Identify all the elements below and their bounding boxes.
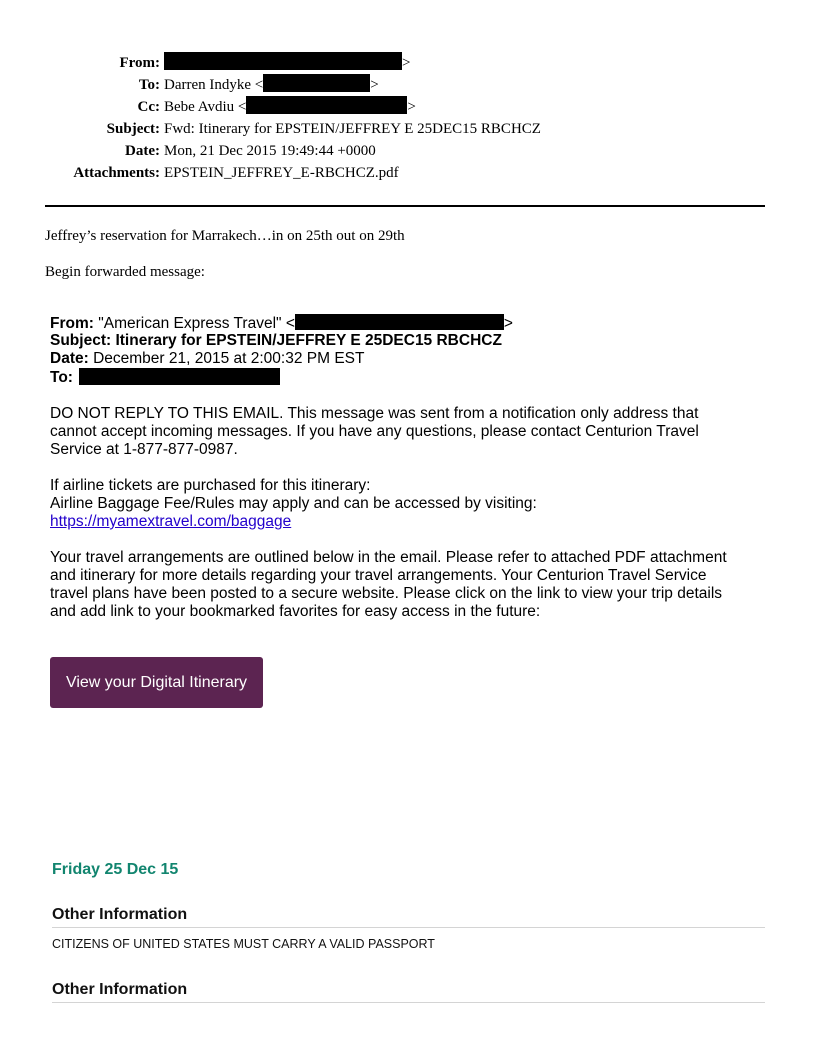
header-to-prefix: Darren Indyke <: [164, 77, 264, 93]
header-to-row: [0, 74, 816, 96]
redaction-bar: [295, 314, 504, 330]
forwarded-from-prefix: "American Express Travel" <: [98, 315, 295, 332]
header-from-row: [0, 52, 816, 74]
baggage-link[interactable]: https://myamextravel.com/baggage: [50, 513, 292, 530]
section-text: CITIZENS OF UNITED STATES MUST CARRY A VALID PASSPORT: [52, 937, 435, 951]
header-cc-value: [164, 96, 416, 118]
header-attachments-label: Attachments:: [73, 165, 160, 181]
redaction-bar: [246, 96, 407, 114]
paragraph-line: travel plans have been posted to a secure website. Please click on the link to view your trip details: [50, 585, 723, 602]
header-from-value: [164, 52, 410, 74]
header-from-label: From:: [119, 55, 160, 71]
paragraph-line: cannot accept incoming messages. If you have any questions, please contact Centurion Travel: [50, 423, 699, 440]
header-to-label: To:: [138, 77, 160, 93]
header-cc-suffix: >: [407, 99, 416, 115]
header-subject-row: [0, 118, 816, 140]
header-date-value: Mon, 21 Dec 2015 19:49:44 +0000: [164, 143, 376, 159]
header-to-value: [164, 74, 379, 96]
attachment-filename[interactable]: EPSTEIN_JEFFREY_E-RBCHCZ.pdf: [164, 165, 399, 181]
forwarded-date-row: [50, 350, 770, 368]
view-itinerary-button[interactable]: View your Digital Itinerary: [50, 657, 263, 708]
paragraph-line: If airline tickets are purchased for this itinerary:: [50, 477, 371, 494]
paragraph-line: and itinerary for more details regarding your travel arrangements. Your Centurion Travel Service: [50, 567, 707, 584]
forwarded-from-row: [50, 314, 770, 333]
paragraph-line: Your travel arrangements are outlined below in the email. Please refer to attached PDF attachment: [50, 549, 727, 566]
header-attachments-row: [0, 162, 816, 184]
no-reply-paragraph: [50, 405, 765, 459]
header-to-suffix: >: [370, 77, 379, 93]
forwarded-date-label: Date:: [50, 350, 89, 367]
header-subject-label: Subject:: [106, 121, 160, 137]
section-title: Other Information: [52, 906, 188, 923]
forwarded-subject-label: Subject:: [50, 332, 112, 349]
forwarded-date-value: December 21, 2015 at 2:00:32 PM EST: [93, 350, 365, 367]
paragraph-line: and add link to your bookmarked favorites for easy access in the future:: [50, 603, 541, 620]
paragraph-line: DO NOT REPLY TO THIS EMAIL. This message was sent from a notification only address that: [50, 405, 699, 422]
header-from-suffix: >: [402, 55, 411, 71]
forwarded-to-row: [50, 368, 770, 387]
body-note: Jeffrey’s reservation for Marrakech…in on 25th out on 29th: [45, 228, 405, 244]
header-cc-row: [0, 96, 816, 118]
header-cc-prefix: Bebe Avdiu <: [164, 99, 247, 115]
header-date-row: [0, 140, 816, 162]
forwarded-subject-value: Itinerary for EPSTEIN/JEFFREY E 25DEC15 RBCHCZ: [115, 332, 502, 349]
section-divider: [52, 927, 765, 928]
header-cc-label: Cc:: [137, 99, 160, 115]
forward-intro: Begin forwarded message:: [45, 264, 205, 280]
baggage-paragraph: [50, 477, 765, 531]
paragraph-line: Service at 1-877-877-0987.: [50, 441, 238, 458]
header-date-label: Date:: [125, 143, 160, 159]
forwarded-from-label: From:: [50, 315, 94, 332]
paragraph-line: Airline Baggage Fee/Rules may apply and can be accessed by visiting:: [50, 495, 537, 512]
arrangements-paragraph: [50, 549, 765, 621]
redaction-bar: [263, 74, 370, 92]
redaction-bar: [79, 368, 280, 385]
forwarded-subject-row: [50, 332, 770, 350]
itinerary-day-heading: Friday 25 Dec 15: [52, 861, 179, 878]
forwarded-to-label: To:: [50, 369, 73, 386]
section-title: Other Information: [52, 981, 188, 998]
header-divider: [45, 205, 765, 207]
header-subject-value: Fwd: Itinerary for EPSTEIN/JEFFREY E 25DEC15 RBCHCZ: [164, 121, 541, 137]
forwarded-from-suffix: >: [503, 315, 513, 332]
redaction-bar: [164, 52, 402, 70]
section-divider: [52, 1002, 765, 1003]
